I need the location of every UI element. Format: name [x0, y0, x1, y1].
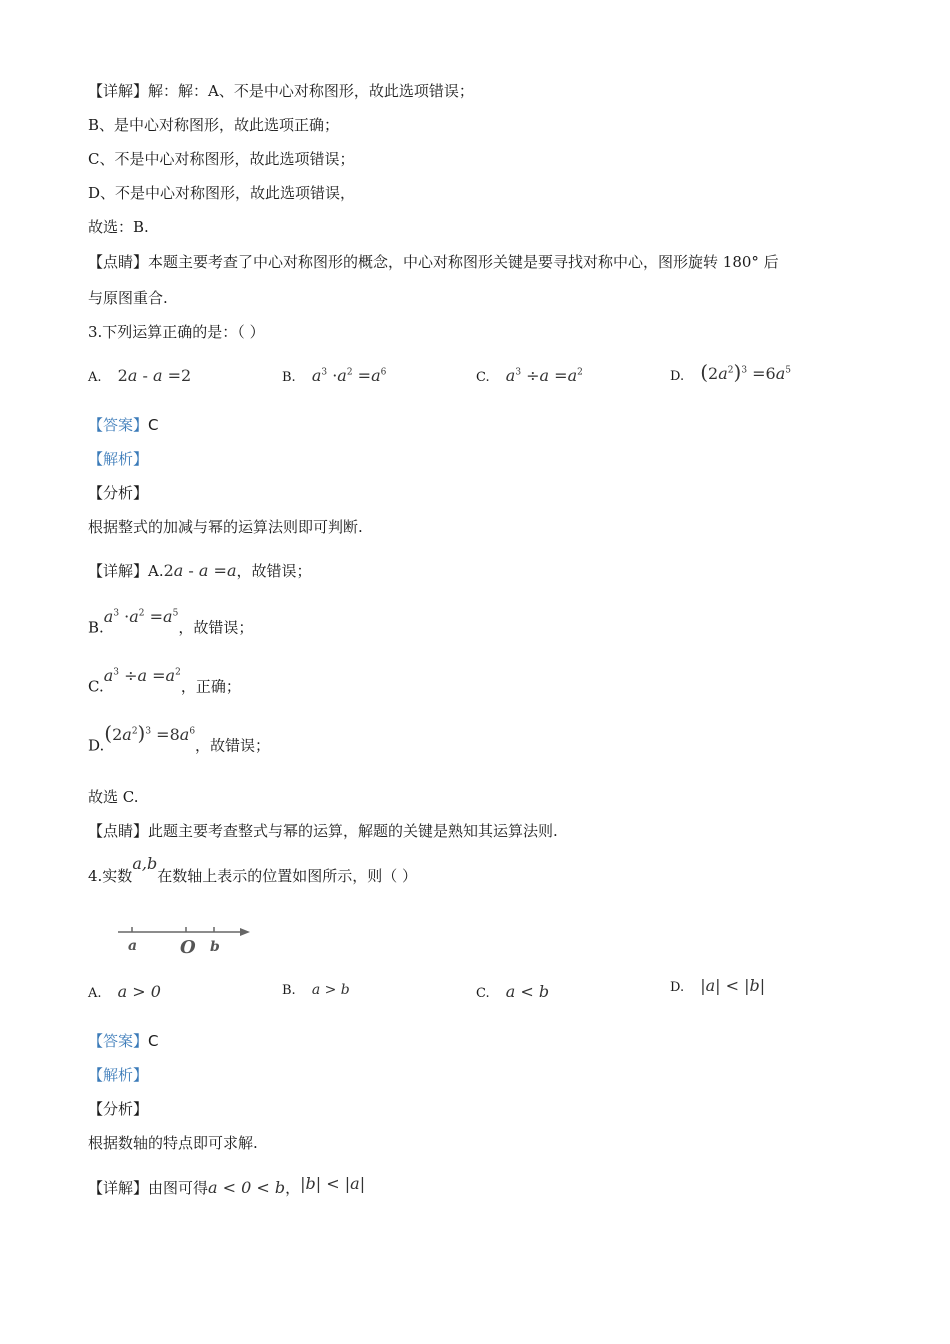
- q3-option-c: C. $a^3 \div a =a^2$: [476, 366, 583, 385]
- axis-label-a: a: [128, 938, 138, 954]
- q3-fenxi-tag: 【分析】: [88, 484, 149, 502]
- q4-fenxi-text: 根据数轴的特点即可求解.: [88, 1134, 258, 1152]
- q3-option-b: B. $a^3 \cdot a^2 =a^6$: [282, 366, 387, 385]
- q3-detail-b: $B.a^3 \cdot a^2 =a^5$，故错误；: [88, 607, 254, 637]
- q3-detail-a: 【详解】A.2a - a =a，故错误；: [88, 561, 312, 580]
- q3-options: [88, 360, 868, 400]
- number-line-arrow: [240, 928, 250, 936]
- q4-option-d-math: |a| < |b|: [700, 976, 766, 995]
- detail-line-2: B、是中心对称图形，故此选项正确；: [88, 116, 340, 134]
- q3-dianjing: 【点睛】此题主要考查整式与幂的运算，解题的关键是熟知其运算法则.: [88, 822, 558, 840]
- q3-stem: 3.下列运算正确的是：（ ）: [88, 323, 265, 341]
- q4-option-d: D. |a| < |b|: [670, 976, 766, 995]
- q3-conclusion: 故选 C.: [88, 788, 139, 806]
- conclusion-line: 故选：B.: [88, 218, 149, 236]
- q3-option-d: D. $(2a^2)^3 =6a^5$: [670, 360, 792, 384]
- q3-detail-c: $C.a^3 \div a =a^2$，正确；: [88, 666, 241, 696]
- q3-option-d-math: $(2a^2)^3 =6a^5$: [700, 360, 792, 384]
- q4-answer: 【答案】C: [88, 1032, 159, 1050]
- q3-answer: 【答案】C: [88, 416, 159, 434]
- q4-detail: 【详解】由图可得a < 0 < b，|b| < |a|: [88, 1174, 366, 1197]
- q3-option-a: A. 2a - a =2: [88, 366, 192, 385]
- q4-option-c: C. a < b: [476, 982, 550, 1001]
- axis-label-o: O: [180, 937, 196, 958]
- detail-line-1: 【详解】解：解：A、不是中心对称图形，故此选项错误；: [88, 82, 474, 100]
- q4-fenxi-tag: 【分析】: [88, 1100, 149, 1118]
- q4-option-a-math: a > 0: [117, 982, 161, 1001]
- axis-label-b: b: [210, 939, 220, 955]
- q3-fenxi-text: 根据整式的加减与幂的运算法则即可判断.: [88, 518, 363, 536]
- q3-option-a-math: 2a - a =2: [117, 366, 192, 385]
- q4-option-c-math: a < b: [505, 982, 550, 1001]
- q4-options: [88, 976, 868, 1016]
- q4-option-b-math: a > b: [311, 982, 350, 998]
- q3-option-c-math: $a^3 \div a =a^2$: [505, 366, 583, 385]
- q4-stem: 4.实数a,b在数轴上表示的位置如图所示，则（ ）: [88, 854, 417, 885]
- q3-detail-d: $D.(2a^2)^3 =8a^6$，故错误；: [88, 721, 271, 755]
- q4-analysis-tag: 【解析】: [88, 1066, 149, 1084]
- q4-option-a: A. a > 0: [88, 982, 161, 1001]
- detail-line-3: C、不是中心对称图形，故此选项错误；: [88, 150, 355, 168]
- q3-option-b-math: $a^3 \cdot a^2 =a^6$: [311, 366, 387, 385]
- detail-line-4: D、不是中心对称图形，故此选项错误，: [88, 184, 356, 202]
- q4-option-b: B. a > b: [282, 982, 350, 998]
- number-line-figure: [116, 922, 256, 962]
- dianjing-line: 【点睛】本题主要考查了中心对称图形的概念，中心对称图形关键是要寻找对称中心，图形旋转 180° 后: [88, 253, 779, 271]
- q3-analysis-tag: 【解析】: [88, 450, 149, 468]
- dianjing-line-cont: 与原图重合.: [88, 289, 168, 307]
